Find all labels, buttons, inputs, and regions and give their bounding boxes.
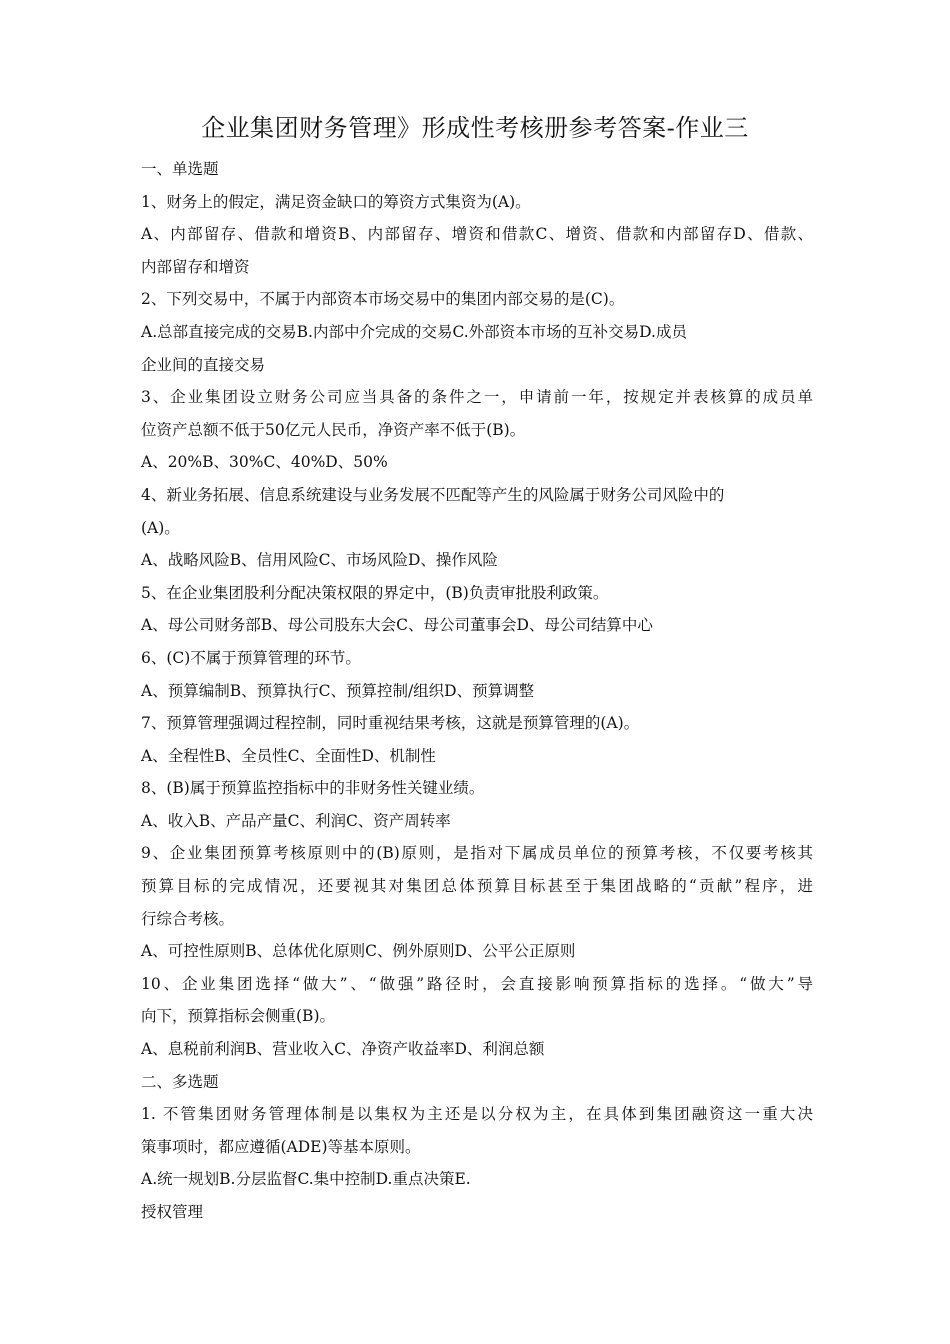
- question-8: 8、(B)属于预算监控指标中的非财务性关键业绩。: [141, 779, 485, 798]
- question-7: 7、预算管理强调过程控制，同时重视结果考核，这就是预算管理的(A)。: [141, 714, 640, 733]
- section-heading-single-choice: 一、单选题: [141, 160, 219, 178]
- question-2-options: A.总部直接完成的交易B.内部中介完成的交易C.外部资本市场的互补交易D.成员: [141, 322, 687, 341]
- question-4-continued: (A)。: [141, 518, 180, 537]
- multi-question-1-continued: 策事项时，都应遵循(ADE)等基本原则。: [141, 1137, 421, 1156]
- question-4-options: A、战略风险B、信用风险C、市场风险D、操作风险: [141, 551, 498, 570]
- question-2: 2、下列交易中，不属于内部资本市场交易中的集团内部交易的是(C)。: [141, 290, 625, 309]
- question-3-continued: 位资产总额不低于50亿元人民币，净资产率不低于(B)。: [141, 420, 526, 439]
- question-8-options: A、收入B、产品产量C、利润C、资产周转率: [141, 811, 451, 830]
- question-10-continued: 向下，预算指标会侧重(B)。: [141, 1007, 335, 1026]
- question-5: 5、在企业集团股利分配决策权限的界定中，(B)负责审批股利政策。: [141, 583, 609, 602]
- question-1-options: A、内部留存、借款和增资B、内部留存、增资和借款C、增资、借款和内部留存D、借款、: [141, 225, 813, 244]
- section-heading-multiple-choice: 二、多选题: [141, 1072, 219, 1091]
- document-title: 企业集团财务管理》形成性考核册参考答案-作业三: [201, 114, 749, 142]
- question-6-options: A、预算编制B、预算执行C、预算控制/组织D、预算调整: [141, 681, 535, 700]
- document-body: [141, 153, 813, 1229]
- question-10: 10、企业集团选择“做大”、“做强”路径时，会直接影响预算指标的选择。“做大”导: [141, 974, 813, 993]
- question-4: 4、新业务拓展、信息系统建设与业务发展不匹配等产生的风险属于财务公司风险中的: [141, 485, 725, 504]
- question-3: 3、企业集团设立财务公司应当具备的条件之一，申请前一年，按规定并表核算的成员单: [141, 388, 813, 407]
- question-2-options-continued: 企业间的直接交易: [141, 355, 266, 374]
- question-7-options: A、全程性B、全员性C、全面性D、机制性: [141, 746, 436, 765]
- multi-question-1-options-continued: 授权管理: [141, 1203, 204, 1221]
- question-5-options: A、母公司财务部B、母公司股东大会C、母公司董事会D、母公司结算中心: [141, 616, 653, 635]
- question-10-options: A、息税前利润B、营业收入C、净资产收益率D、利润总额: [141, 1040, 545, 1059]
- multi-question-1: 1. 不管集团财务管理体制是以集权为主还是以分权为主，在具体到集团融资这一重大决: [141, 1105, 813, 1124]
- question-9-continued: 预算目标的完成情况，还要视其对集团总体预算目标甚至于集团战略的“贡献”程序，进: [141, 877, 813, 896]
- question-3-options: A、20%B、30%C、40%D、50%: [141, 453, 388, 472]
- question-9-continued-2: 行综合考核。: [141, 909, 235, 928]
- question-9-options: A、可控性原则B、总体优化原则C、例外原则D、公平公正原则: [141, 942, 576, 961]
- question-9: 9、企业集团预算考核原则中的(B)原则，是指对下属成员单位的预算考核，不仅要考核其: [141, 844, 813, 863]
- question-6: 6、(C)不属于预算管理的环节。: [141, 648, 361, 667]
- multi-question-1-options: A.统一规划B.分层监督C.集中控制D.重点决策E.: [141, 1170, 471, 1189]
- question-1-options-continued: 内部留存和增资: [141, 257, 250, 276]
- question-1: 1、财务上的假定，满足资金缺口的筹资方式集资为(A)。: [141, 192, 531, 211]
